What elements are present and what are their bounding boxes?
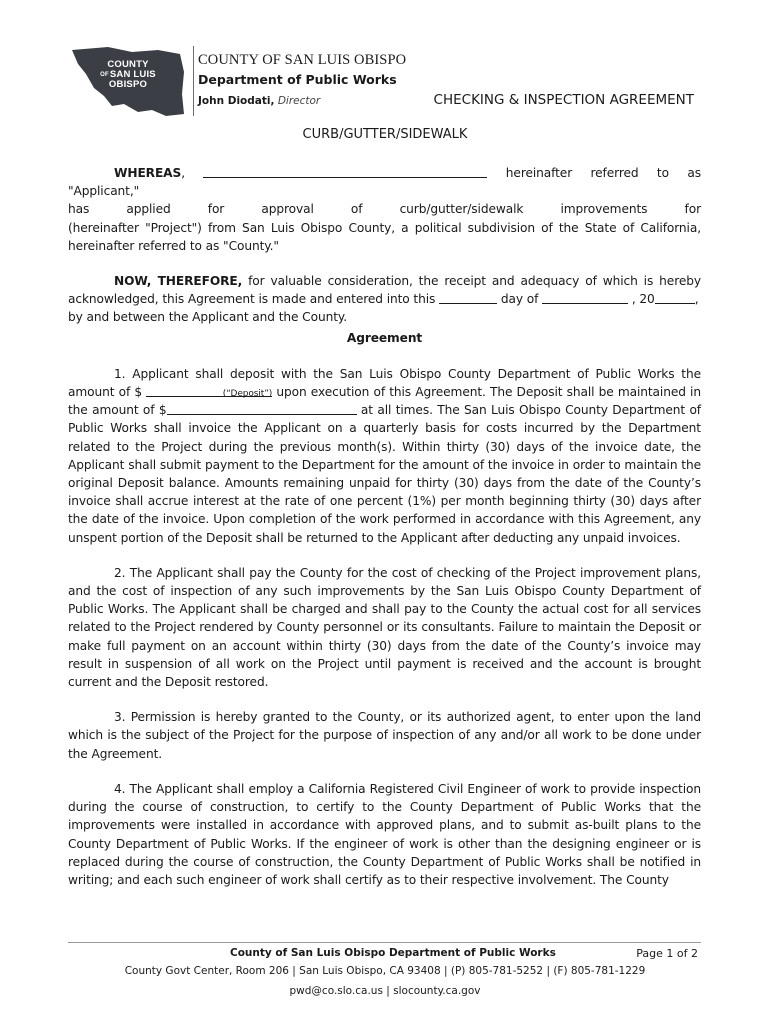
footer-address: County Govt Center, Room 206 | San Luis Obispo, CA 93408 | (P) 805-781-5252 | (F) 805-781-1229: [124, 965, 646, 977]
whereas-line: WHEREAS, hereinafter referred to as "Applicant,": [68, 166, 701, 199]
logo-line-2: SAN LUIS: [109, 69, 156, 80]
now-therefore-end: by and between the Applicant and the County.: [68, 310, 348, 325]
header-divider: [193, 46, 194, 116]
whereas-word: approval: [261, 202, 314, 217]
whereas-lead: WHEREAS: [114, 166, 182, 180]
agreement-body: [68, 164, 701, 889]
comma: ,: [694, 292, 699, 307]
day-of-text: day of: [500, 292, 539, 307]
maintained-amount-field[interactable]: [167, 402, 357, 415]
whereas-word: has: [68, 202, 90, 217]
whereas-word: of: [350, 202, 363, 217]
day-field[interactable]: [439, 291, 497, 304]
para1-part-a: 1. Applicant shall deposit with the San Luis Obispo County Department of Public Works the amount of $: [68, 366, 701, 400]
director-name: John Diodati,: [198, 95, 275, 107]
paragraph-1: [68, 365, 701, 547]
logo-line-2-prefix: OF: [100, 72, 109, 78]
county-name: COUNTY OF SAN LUIS OBISPO: [198, 52, 407, 68]
para1-part-c: at all times. The San Luis Obispo County Department of Public Works shall invoice the Applicant on a quarterly basis for costs incurred by the Department related to the Project during the previous month(s). Within thirty (30) days of the invoice date, the Applicant shall submit payment to the Department for the amount of the invoice in order to maintain the original Deposit balance. Amounts remaining unpaid for thirty (30) days from the date of the County’s invoice shall accrue interest at the rate of one percent (1%) per month beginning thirty (30) days after the date of the invoice. Upon completion of the work performed in accordance with this Agreement, any unspent portion of the Deposit shall be returned to the Applicant after deducting any unpaid invoices.: [68, 403, 701, 545]
footer-divider: [68, 942, 701, 943]
director-title: Director: [277, 95, 321, 107]
month-field[interactable]: [542, 291, 628, 304]
whereas-after-blank: hereinafter referred to as "Applicant,": [68, 166, 701, 199]
applicant-name-field[interactable]: [203, 165, 487, 178]
paragraph-2: 2. The Applicant shall pay the County for the cost of checking of the Project improvement plans, and the cost of inspection of any such improvements by the San Luis Obispo County Department of Public Works. The Applicant shall be charged and shall pay to the County the actual cost for all services related to the Project rendered by County personnel or its consultants. Failure to maintain the Deposit or make full payment on an account within thirty (30) days from the date of the County’s invoice may result in suspension of all work on the Project until payment is received and the account is brought current and the Deposit restored.: [68, 565, 701, 690]
year-field[interactable]: [655, 291, 695, 304]
now-therefore-text: for valuable consideration, the receipt and adequacy of which is hereby acknowledged, this Agreement is made and entered into this: [68, 274, 701, 307]
department-name: Department of Public Works: [198, 72, 397, 87]
logo-line-3: OBISPO: [108, 79, 148, 90]
footer-contact: pwd@co.slo.ca.us | slocounty.ca.gov: [289, 985, 481, 997]
whereas-rest: (hereinafter "Project") from San Luis Obispo County, a political subdivision of the State of California, hereinafter referred to as "County.": [68, 220, 701, 253]
whereas-word: for: [684, 202, 701, 217]
logo-text: [90, 60, 166, 90]
footer-department: County of San Luis Obispo Department of Public Works: [230, 947, 556, 959]
page-number: Page 1 of 2: [636, 947, 698, 960]
document-subtitle: CURB/GUTTER/SIDEWALK: [302, 127, 468, 142]
director-line: [198, 95, 320, 107]
whereas-word: for: [207, 202, 225, 217]
deposit-label: (“Deposit”): [222, 389, 273, 400]
logo-line-1: COUNTY: [107, 59, 149, 70]
agreement-heading: Agreement: [346, 330, 423, 345]
paragraph-4: 4. The Applicant shall employ a California Registered Civil Engineer of work to provide inspection during the course of construction, to certify to the County Department of Public Works that the improvements were installed in accordance with approved plans, and to submit as-built plans to the County Department of Public Works. If the engineer of work is other than the designing engineer or is replaced during the course of construction, the County Department of Public Works shall be notified in writing; and each such engineer of work shall certify as to their respective involvement. The County: [68, 781, 701, 887]
paragraph-3: 3. Permission is hereby granted to the County, or its authorized agent, to enter upon the land which is the subject of the Project for the purpose of inspection of any and/or all work to be done under the Agreement.: [68, 710, 701, 761]
deposit-amount-field[interactable]: [146, 384, 273, 400]
now-therefore-paragraph: [68, 272, 701, 308]
year-prefix: , 20: [631, 292, 655, 307]
whereas-spread-line: [68, 200, 701, 218]
agreement-title: CHECKING & INSPECTION AGREEMENT: [433, 92, 694, 108]
now-therefore-lead: NOW, THEREFORE,: [114, 274, 243, 289]
whereas-word: applied: [126, 202, 171, 217]
para1-part-b: upon execution of this Agreement. The Deposit shall be maintained in the amount of $: [68, 385, 701, 418]
whereas-word: improvements: [560, 202, 648, 217]
whereas-word: curb/gutter/sidewalk: [399, 202, 524, 217]
county-logo: [68, 44, 188, 118]
